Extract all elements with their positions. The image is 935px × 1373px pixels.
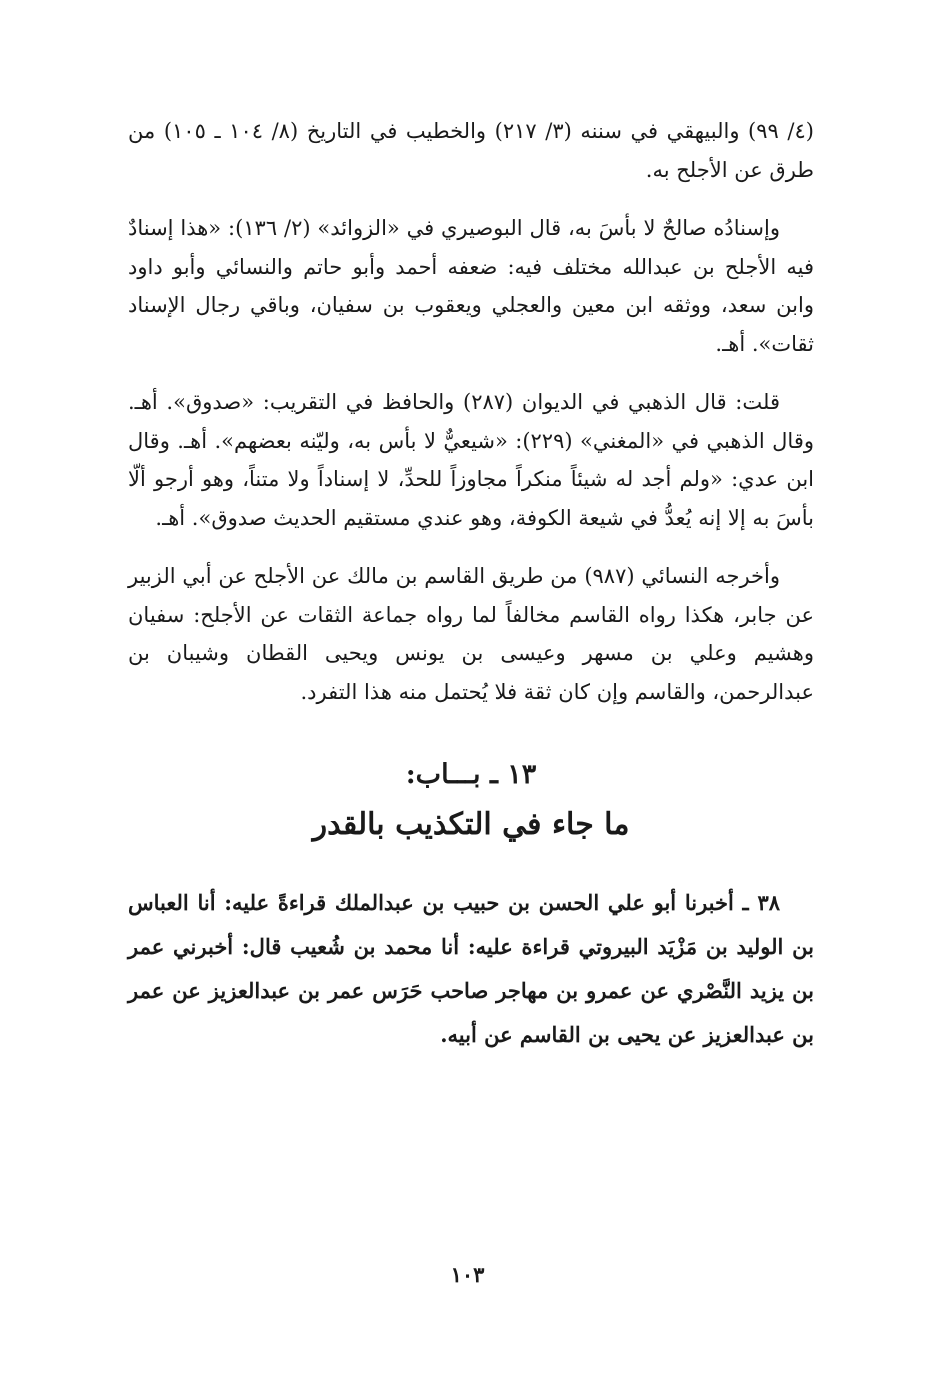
footnote-paragraph-3: قلت: قال الذهبي في الديوان (٢٨٧) والحافظ في التقريب: «صدوق». أهـ. وقال الذهبي في «المغني» (٢٢٩): «شيعيٌّ لا بأس به، وليّنه بعضهم». أهـ. وقال ابن عدي: «ولم أجد له شيئاً منكراً مجاوزاً للحدِّ، لا إسناداً ولا متناً، وهو أرجو ألّا بأسَ به إلا إنه يُعدُّ في شيعة الكوفة، وهو عندي مستقيم الحديث صدوق». أهـ. <box>128 390 815 530</box>
footnote-paragraph-2: وإسنادُه صالحٌ لا بأسَ به، قال البوصيري في «الزوائد» (٢/ ١٣٦): «هذا إسنادٌ فيه الأجلح بن عبدالله مختلف فيه: ضعفه أحمد وأبو حاتم والنسائي وأبو داود وابن سعد، ووثقه ابن معين والعجلي ويعقوب بن سفيان، وباقي رجال الإسناد ثقات». أهـ. <box>128 216 814 356</box>
footnote-paragraph-4: وأخرجه النسائي (٩٨٧) من طريق القاسم بن مالك عن الأجلح عن أبي الزبير عن جابر، هكذا رواه القاسم مخالفاً لما رواه جماعة الثقات عن الأجلح: سفيان وهشيم وعلي بن مسهر وعيسى بن يونس ويحيى القطان وشيبان بن عبدالرحمن، والقاسم وإن كان ثقة فلا يُحتمل منه هذا التفرد. <box>128 564 814 704</box>
footnote-paragraph-1: (٤/ ٩٩) والبيهقي في سننه (٣/ ٢١٧) والخطيب في التاريخ (٨/ ١٠٤ ـ ١٠٥) من طرق عن الأجلح به. <box>128 119 814 182</box>
page-body <box>128 112 814 1057</box>
chapter-heading <box>128 751 814 851</box>
hadith-text: ٣٨ ـ أخبرنا أبو علي الحسن بن حبيب بن عبدالملك قراءةً عليه: أنا العباس بن الوليد بن مَزْيَد البيروتي قراءة عليه: أنا محمد بن شُعيب قال: أخبرني عمر بن يزيد النَّصْري عن عمرو بن مهاجر صاحب حَرَس عمر بن عبدالعزيز عن عمر بن عبدالعزيز عن يحيى بن القاسم عن أبيه. <box>128 890 815 1047</box>
chapter-title: ما جاء في التكذيب بالقدر <box>312 807 630 842</box>
chapter-number: ١٣ ـ بـــاب: <box>405 759 537 790</box>
page-number: ١٠٣ <box>450 1262 485 1287</box>
